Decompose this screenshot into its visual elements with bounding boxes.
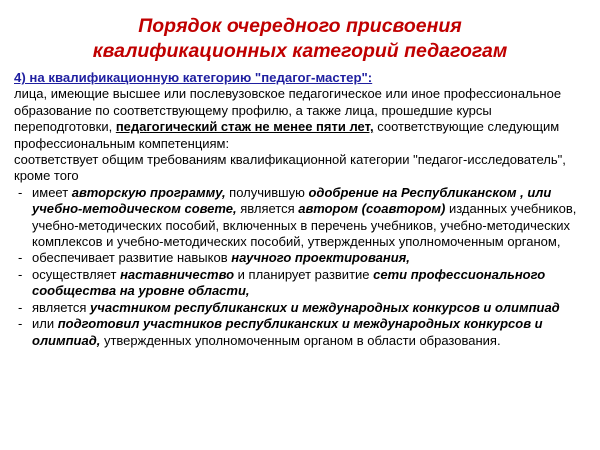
competency-list <box>14 185 584 349</box>
bullet-5-em-1: подготовил участников республиканских и международных конкурсов и олимпиад, <box>32 316 543 348</box>
list-item <box>14 250 584 266</box>
intro-text-2: соответствующие следующим профессиональным компетенциям: <box>14 119 560 151</box>
list-item <box>14 185 584 251</box>
bullet-4-em-1: участником республиканских и международных конкурсов и олимпиад <box>90 299 560 315</box>
bullet-3-em-1: наставничество <box>120 266 235 282</box>
intro-bold-stage: педагогический стаж не менее пяти лет, <box>115 119 374 135</box>
bullet-3-text-1: осуществляет <box>32 266 121 282</box>
bullet-1-text-1: имеет <box>32 184 72 200</box>
slide-body <box>10 70 590 349</box>
bullet-3-text-2: и планирует развитие <box>234 266 374 282</box>
intro-paragraph <box>14 86 584 152</box>
bullet-5-text-2: утвержденных уполномоченным органом в области образования. <box>100 332 501 348</box>
bullet-2-em-1: научного проектирования, <box>231 250 410 266</box>
bullet-1-em-2: одобрение на Республиканском , или учебно-методическом совете, <box>32 184 552 217</box>
section-lead: 4) на квалификационную категорию "педагог-мастер": <box>14 70 373 85</box>
bullet-1-text-3: является <box>236 201 299 217</box>
bullet-3-em-2: сети профессионального сообщества на уровне области, <box>32 266 546 299</box>
list-item <box>14 300 584 316</box>
title-line-2: квалификационных категорий педагогам <box>92 40 508 62</box>
bullet-4-text-1: является <box>32 299 91 315</box>
list-item <box>14 267 584 300</box>
bullet-1-em-1: авторскую программу, <box>71 184 226 200</box>
intro-text-1: лица, имеющие высшее или послевузовское педагогическое или иное профессиональное образование по соответствующему профилю, а также лица, прошедшие курсы переподготовки, <box>14 86 562 135</box>
bullet-1-text-4: изданных учебников, учебно-методических пособий, включенных в перечень учебников, учебно-методических комплексов и учебно-методических пособий, утвержденных уполномоченным органом, <box>32 201 577 250</box>
title-line-1: Порядок очередного присвоения <box>138 15 462 37</box>
intro-paragraph-2: соответствует общим требованиям квалификационной категории "педагог-исследователь", кроме того <box>14 152 566 184</box>
list-item <box>14 316 584 349</box>
bullet-2-text-1: обеспечивает развитие навыков <box>32 250 232 266</box>
bullet-1-text-2: получившую <box>225 184 309 200</box>
page-title <box>22 14 579 64</box>
bullet-1-em-3: автором (соавтором) <box>298 201 446 217</box>
bullet-5-text-1: или <box>32 316 58 332</box>
